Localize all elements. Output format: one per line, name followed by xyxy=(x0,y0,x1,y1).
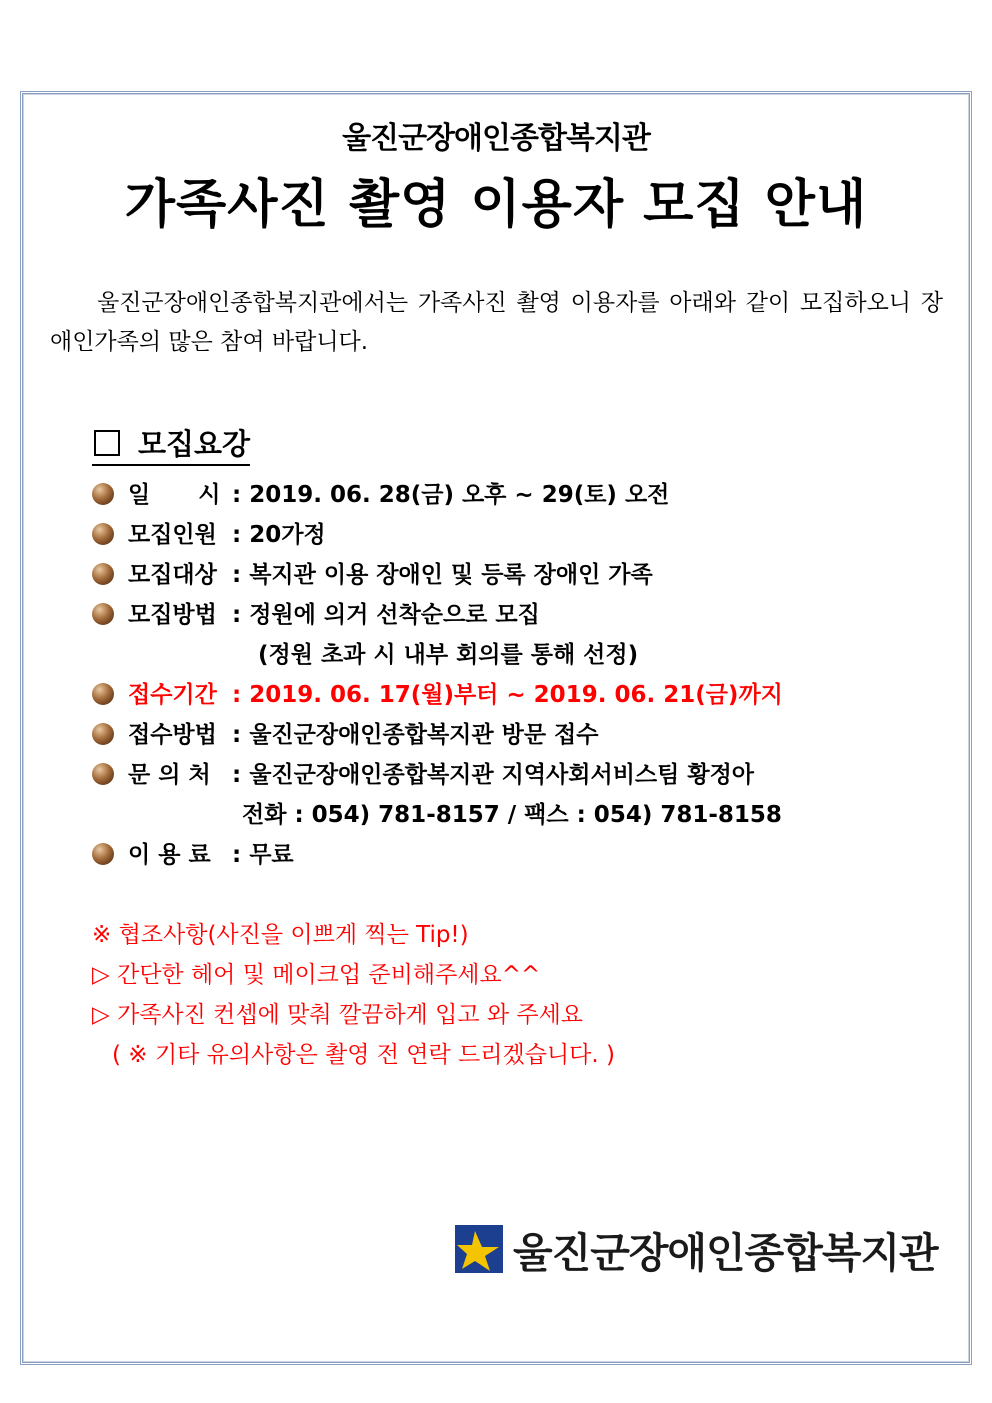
bullet-icon xyxy=(92,603,114,625)
intro-paragraph: 울진군장애인종합복지관에서는 가족사진 촬영 이용자를 아래와 같이 모집하오니 장애인가족의 많은 참여 바랍니다. xyxy=(50,290,943,355)
item-label: 이 용 료 xyxy=(128,842,211,868)
checkbox-square-icon xyxy=(94,430,120,456)
separator: : xyxy=(232,842,242,868)
item-application xyxy=(92,718,599,752)
cooperation-tip: ▷ 간단한 헤어 및 메이크업 준비해주세요^^ xyxy=(92,962,541,988)
org-logo xyxy=(455,1223,938,1275)
item-value: 무료 xyxy=(249,842,294,868)
separator: : xyxy=(232,522,242,548)
org-title: 울진군장애인종합복지관 xyxy=(342,121,650,156)
item-label: 모집방법 xyxy=(128,602,217,628)
item-target xyxy=(92,558,653,592)
bullet-icon xyxy=(92,723,114,745)
item-value: 2019. 06. 17(월)부터 ~ 2019. 06. 21(금)까지 xyxy=(249,682,783,708)
item-contact-phone: 전화 : 054) 781-8157 / 팩스 : 054) 781-8158 xyxy=(242,802,782,828)
section-heading xyxy=(92,425,250,466)
item-date xyxy=(92,478,669,512)
item-method xyxy=(92,598,540,632)
item-label: 접수방법 xyxy=(128,722,217,748)
item-value: 복지관 이용 장애인 및 등록 장애인 가족 xyxy=(249,562,653,588)
item-label: 모집대상 xyxy=(128,562,217,588)
item-label: 모집인원 xyxy=(128,522,217,548)
item-value: 20가정 xyxy=(249,522,326,548)
item-value: 울진군장애인종합복지관 지역사회서비스팀 황정아 xyxy=(249,762,755,788)
cooperation-note: ( ※ 기타 유의사항은 촬영 전 연락 드리겠습니다. ) xyxy=(112,1042,615,1068)
item-method-continuation: (정원 초과 시 내부 회의를 통해 선정) xyxy=(258,642,639,668)
bullet-icon xyxy=(92,683,114,705)
separator: : xyxy=(232,482,242,508)
cooperation-title: ※ 협조사항(사진을 이쁘게 찍는 Tip!) xyxy=(92,922,469,948)
separator: : xyxy=(232,722,242,748)
item-value: 2019. 06. 28(금) 오후 ~ 29(토) 오전 xyxy=(249,482,670,508)
star-logo-icon xyxy=(455,1225,503,1273)
cooperation-tip: ▷ 가족사진 컨셉에 맞춰 깔끔하게 입고 와 주세요 xyxy=(92,1002,584,1028)
item-fee xyxy=(92,838,294,872)
item-label: 문 의 처 xyxy=(128,762,211,788)
bullet-icon xyxy=(92,843,114,865)
item-capacity xyxy=(92,518,326,552)
item-value: 정원에 의거 선착순으로 모집 xyxy=(249,602,540,628)
logo-text: 울진군장애인종합복지관 xyxy=(513,1228,938,1277)
item-label: 접수기간 xyxy=(128,682,217,708)
bullet-icon xyxy=(92,523,114,545)
main-title: 가족사진 촬영 이용자 모집 안내 xyxy=(124,175,868,235)
bullet-icon xyxy=(92,563,114,585)
bullet-icon xyxy=(92,483,114,505)
item-period xyxy=(92,678,783,712)
item-label: 일 시 xyxy=(128,482,221,508)
separator: : xyxy=(232,562,242,588)
section-heading-text: 모집요강 xyxy=(138,427,251,461)
item-value: 울진군장애인종합복지관 방문 접수 xyxy=(249,722,599,748)
separator: : xyxy=(232,682,242,708)
separator: : xyxy=(232,762,242,788)
separator: : xyxy=(232,602,242,628)
bullet-icon xyxy=(92,763,114,785)
item-contact xyxy=(92,758,754,792)
